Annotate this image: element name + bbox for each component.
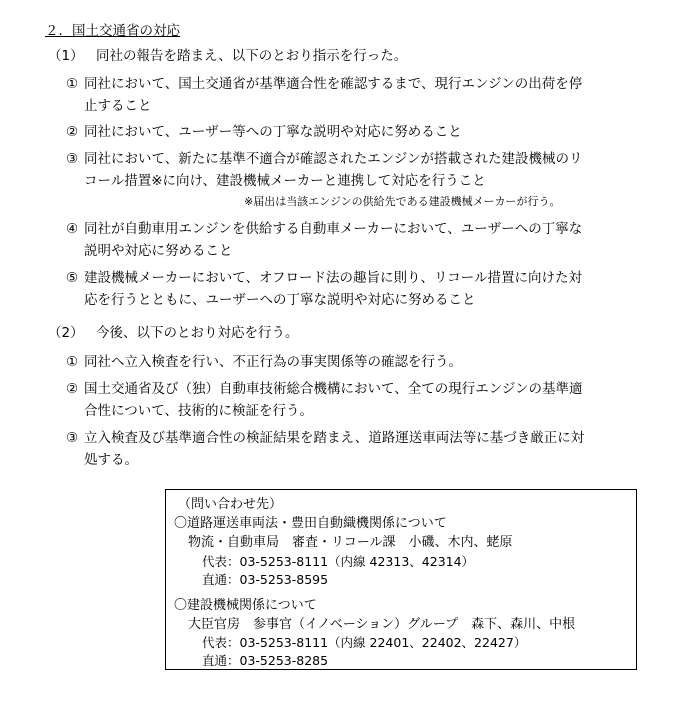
part2-item2-line2: 合性について、技術的に検証を行う。 bbox=[84, 403, 313, 419]
part1-item4-number: ④ bbox=[66, 221, 79, 237]
part2-item3-line2: 処する。 bbox=[84, 452, 138, 468]
contact-group2-main-phone: 代表：03-5253-8111（内線 22401、22402、22427） bbox=[202, 635, 527, 650]
part2-item1-number: ① bbox=[66, 354, 79, 370]
contact-group2-direct-phone: 直通：03-5253-8285 bbox=[202, 653, 329, 668]
contact-group1-heading: 〇道路運送車両法・豊田自動織機関係について bbox=[174, 516, 447, 531]
contact-group1-dept: 物流・自動車局 審査・リコール課 小磯、木内、蛯原 bbox=[188, 535, 513, 550]
part1-intro: 同社の報告を踏まえ、以下のとおり指示を行った。 bbox=[96, 48, 408, 64]
contact-box bbox=[165, 489, 637, 670]
part2-item1-line1: 同社へ立入検査を行い、不正行為の事実関係等の確認を行う。 bbox=[84, 354, 462, 370]
part1-item5-line2: 応を行うとともに、ユーザーへの丁寧な説明や対応に努めること bbox=[84, 292, 476, 308]
part1-item5-number: ⑤ bbox=[66, 270, 79, 286]
section-heading: ２．国土交通省の対応 bbox=[45, 23, 180, 39]
contact-group1-direct-phone: 直通：03-5253-8595 bbox=[202, 572, 329, 587]
part2-item2-number: ② bbox=[66, 381, 79, 397]
part1-item3-line2: コール措置※に向け、建設機械メーカーと連携して対応を行うこと bbox=[84, 173, 486, 189]
part1-item2-line1: 同社において、ユーザー等への丁寧な説明や対応に努めること bbox=[84, 124, 462, 140]
part2-item3-line1: 立入検査及び基準適合性の検証結果を踏まえ、道路運送車両法等に基づき厳正に対 bbox=[84, 430, 585, 446]
part1-item3-line1: 同社において、新たに基準不適合が確認されたエンジンが搭載された建設機械のリ bbox=[84, 151, 583, 167]
part1-item4-line2: 説明や対応に努めること bbox=[84, 243, 233, 259]
contact-group2-heading: 〇建設機械関係について bbox=[174, 598, 317, 613]
part1-item1-line2: 止すること bbox=[84, 98, 152, 114]
part1-item3-number: ③ bbox=[66, 151, 79, 167]
contact-group1-main-phone: 代表：03-5253-8111（内線 42313、42314） bbox=[202, 554, 475, 569]
part2-item2-line1: 国土交通省及び（独）自動車技術総合機構において、全ての現行エンジンの基準適 bbox=[84, 381, 583, 397]
part1-footnote: ※届出は当該エンジンの供給先である建設機械メーカーが行う。 bbox=[244, 195, 561, 208]
part1-item4-line1: 同社が自動車用エンジンを供給する自動車メーカーにおいて、ユーザーへの丁寧な bbox=[84, 221, 583, 237]
part2-intro: 今後、以下のとおり対応を行う。 bbox=[96, 325, 299, 341]
part2-label: （2） bbox=[48, 325, 84, 341]
part1-item5-line1: 建設機械メーカーにおいて、オフロード法の趣旨に則り、リコール措置に向けた対 bbox=[84, 270, 583, 286]
part1-item2-number: ② bbox=[66, 124, 79, 140]
part2-item3-number: ③ bbox=[66, 430, 79, 446]
part1-item1-line1: 同社において、国土交通省が基準適合性を確認するまで、現行エンジンの出荷を停 bbox=[84, 76, 583, 92]
part1-label: （1） bbox=[48, 48, 84, 64]
contact-group2-dept: 大臣官房 参事官（イノベーション）グループ 森下、森川、中根 bbox=[188, 617, 576, 632]
contact-title: （問い合わせ先） bbox=[178, 497, 283, 512]
part1-item1-number: ① bbox=[66, 76, 79, 92]
